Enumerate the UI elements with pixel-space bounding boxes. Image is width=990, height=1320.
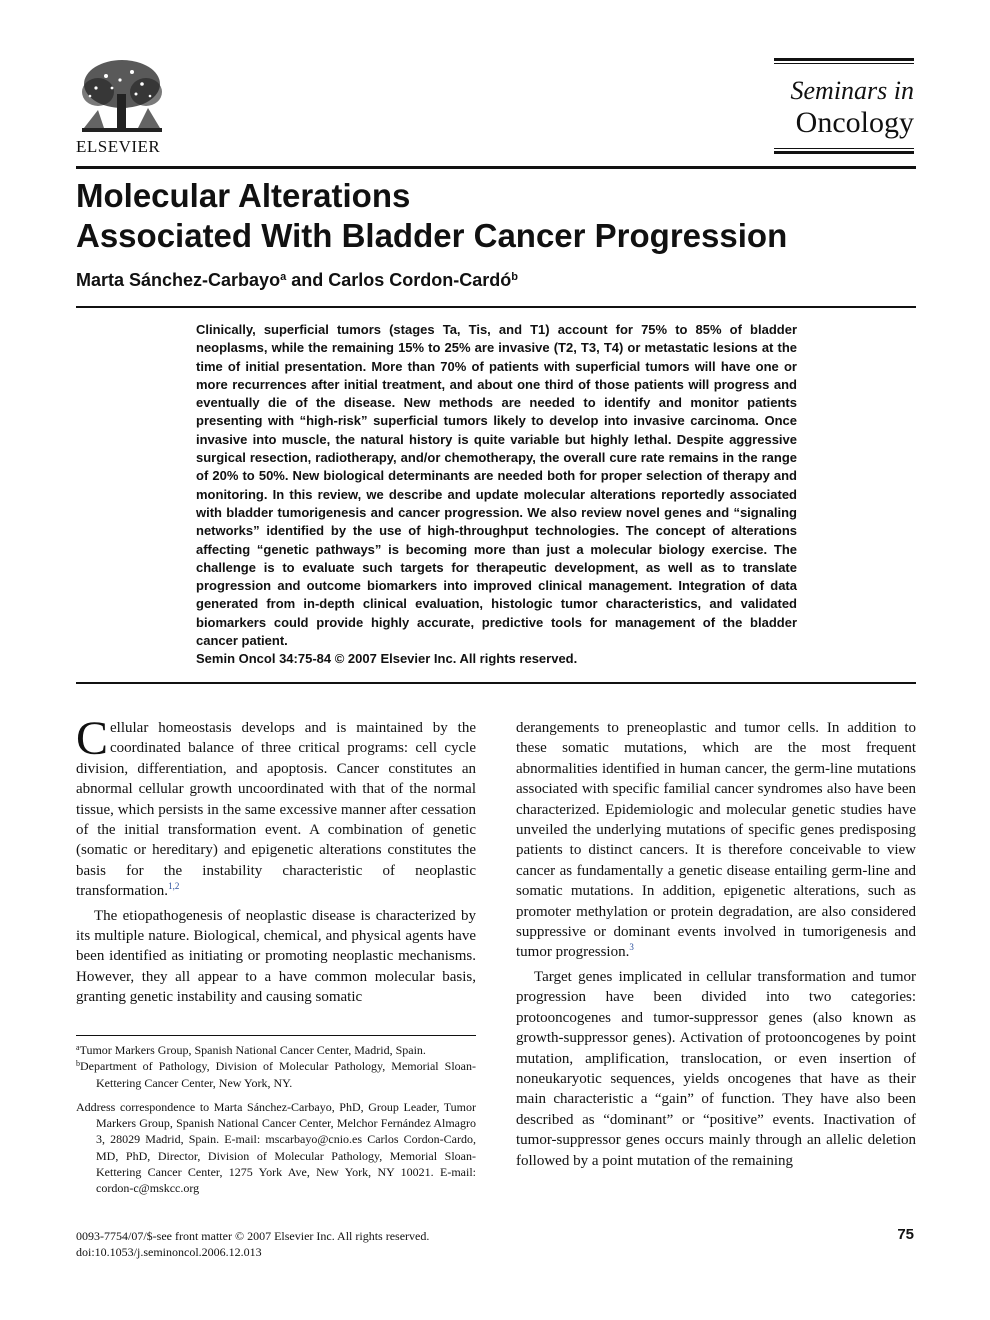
author-list — [76, 268, 916, 292]
divider — [774, 151, 914, 154]
paragraph-text: derangements to preneoplastic and tumor cells. In addition to these somatic mutations, which are the most frequent abnormalities identified in human cancer, the germ-line mutations associated with specific familial cancer syndromes also have been characterized. Epidemiologic and molecular genetic studies have unveiled the underlying mutations of specific genes predisposing patients to distinct cancers. It is therefore conceivable to view cancer as fundamentally a genetic disease entailing germ-line and somatic mutations. In addition, epigenetic alterations, such as promoter methylation or protein degradation, are also considered suppressive or dominant events involved in tumorigenesis and tumor progression. — [516, 720, 916, 961]
article-title — [76, 176, 916, 256]
author-1: Marta Sánchez-Carbayo — [76, 270, 281, 290]
paragraph — [516, 967, 916, 1171]
footnote-rule — [76, 1035, 476, 1036]
reference-link[interactable]: 1,2 — [168, 881, 180, 892]
doi-line: doi:10.1053/j.seminoncol.2006.12.013 — [76, 1245, 262, 1259]
body-column-left — [76, 712, 476, 1008]
header-rule — [76, 166, 916, 169]
paragraph — [76, 906, 476, 1008]
footer-info — [76, 1228, 576, 1260]
divider — [76, 682, 916, 684]
divider — [774, 148, 914, 149]
correspondence-note: Address correspondence to Marta Sánchez-Carbayo, PhD, Group Leader, Tumor Markers Group, Spanish National Cancer Center, Melchor Fernández Almagro 3, 28029 Madrid, Spain. E-mail: mscarbayo@cnio.es Carlos Cordon-Cardo, MD, PhD, Director, Division of Molecular Pathology, Memorial Sloan-Kettering Cancer Center, 1275 York Ave, New York, NY 10021. E-mail: cordon-c@mskcc.org — [76, 1099, 476, 1196]
footnote-text: Department of Pathology, Division of Molecular Pathology, Memorial Sloan-Kettering Cancer Center, New York, NY. — [80, 1059, 476, 1090]
divider — [774, 63, 914, 64]
divider — [774, 58, 914, 61]
paragraph-text: ellular homeostasis develops and is maintained by the coordinated balance of three critical programs: cell cycle division, differentiation, and apoptosis. Cancer constitutes an abnormal cellular growth uncoordinated with that of the normal tissue, which persists in the same excessive manner after cessation of the initial transformation event. A combination of genetic (somatic or hereditary) and epigenetic alterations constitutes the basis for the instability characteristic of neoplastic transformation. — [76, 720, 476, 900]
author-conjunction: and — [286, 270, 329, 290]
journal-name-line2: Oncology — [795, 106, 914, 139]
footnote-a — [76, 1042, 476, 1058]
footnote-text: Tumor Markers Group, Spanish National Cancer Center, Madrid, Spain. — [79, 1043, 426, 1057]
paragraph-text: The etiopathogenesis of neoplastic disease is characterized by its multiple nature. Biological, chemical, and physical agents have been identified as initiating or promoting neoplastic mechanisms. However, they all appear to a have common molecular basis, granting genetic instability and causing somatic — [76, 907, 476, 1006]
author-1-affiliation: a — [280, 271, 287, 283]
issn-line: 0093-7754/07/$-see front matter © 2007 Elsevier Inc. All rights reserved. — [76, 1229, 430, 1243]
paragraph — [516, 718, 916, 963]
publisher-name: ELSEVIER — [76, 137, 161, 156]
paragraph — [76, 712, 476, 902]
footnote-mark: b — [76, 1059, 80, 1069]
paragraph-text: Target genes implicated in cellular transformation and tumor progression have been divided into two categories: protooncogenes and tumor-suppressor genes (also known as growth-suppressor genes). Activation of protooncogenes by point mutation, amplification, translocation, or even insertion of noneukaryotic sequences, yields oncogenes that have as their main characteristic a “gain” of function. They have also been described as “dominant” or “positive” events. Inactivation of tumor-suppressor genes occurs mainly through an allelic deletion followed by a point mutation of the remaining — [516, 968, 916, 1169]
reference-link[interactable]: 3 — [629, 942, 634, 953]
abstract-citation: Semin Oncol 34:75-84 © 2007 Elsevier Inc. All rights reserved. — [196, 651, 578, 667]
footnotes — [76, 1042, 476, 1197]
journal-name-line1: Seminars in — [790, 76, 914, 105]
journal-masthead — [774, 58, 914, 154]
elsevier-tree-icon — [76, 58, 168, 136]
body-column-right — [516, 718, 916, 1171]
divider — [76, 306, 916, 308]
author-2: Carlos Cordon-Cardó — [328, 270, 512, 290]
title-line1: Molecular Alterations — [76, 177, 411, 214]
abstract — [196, 321, 797, 669]
footnote-mark: a — [76, 1043, 80, 1052]
author-2-affiliation: b — [511, 271, 518, 283]
page-number: 75 — [897, 1226, 914, 1243]
footnote-b — [76, 1058, 476, 1091]
drop-cap: C — [76, 712, 109, 765]
abstract-text: Clinically, superficial tumors (stages Ta, Tis, and T1) account for 75% to 85% of bladder neoplasms, while the remaining 15% to 25% are invasive (T2, T3, T4) or metastatic lesions at the time of initial presentation. More than 70% of patients with superficial tumors will have one or more recurrences after initial treatment, and about one third of those patients will progress and eventually die of the disease. New methods are needed to identify and monitor patients presenting with “high-risk” superficial tumors likely to develop into invasive carcinoma. Once invasive into muscle, the natural history is quite variable but highly lethal. Despite aggressive surgical resection, radiotherapy, and/or chemotherapy, the overall cure rate remains in the range of 20% to 50%. New biological determinants are needed both for proper selection of therapy and monitoring. In this review, we describe and update molecular alterations reportedly associated with bladder tumorigenesis and cancer progression. We also review novel genes and “signaling networks” identified by the use of high-throughput technologies. The concept of alterations affecting “genetic pathways” is becoming more than just a molecular biology exercise. The challenge is to evaluate such targets for therapeutic development, as well as to translate progression and outcome biomarkers into improved clinical management. Integration of data generated from in-depth clinical evaluation, histologic tumor characteristics, and validated biomarkers could provide highly accurate, predictive tools for management of the bladder cancer patient. — [196, 322, 797, 649]
title-line2: Associated With Bladder Cancer Progression — [76, 217, 788, 254]
